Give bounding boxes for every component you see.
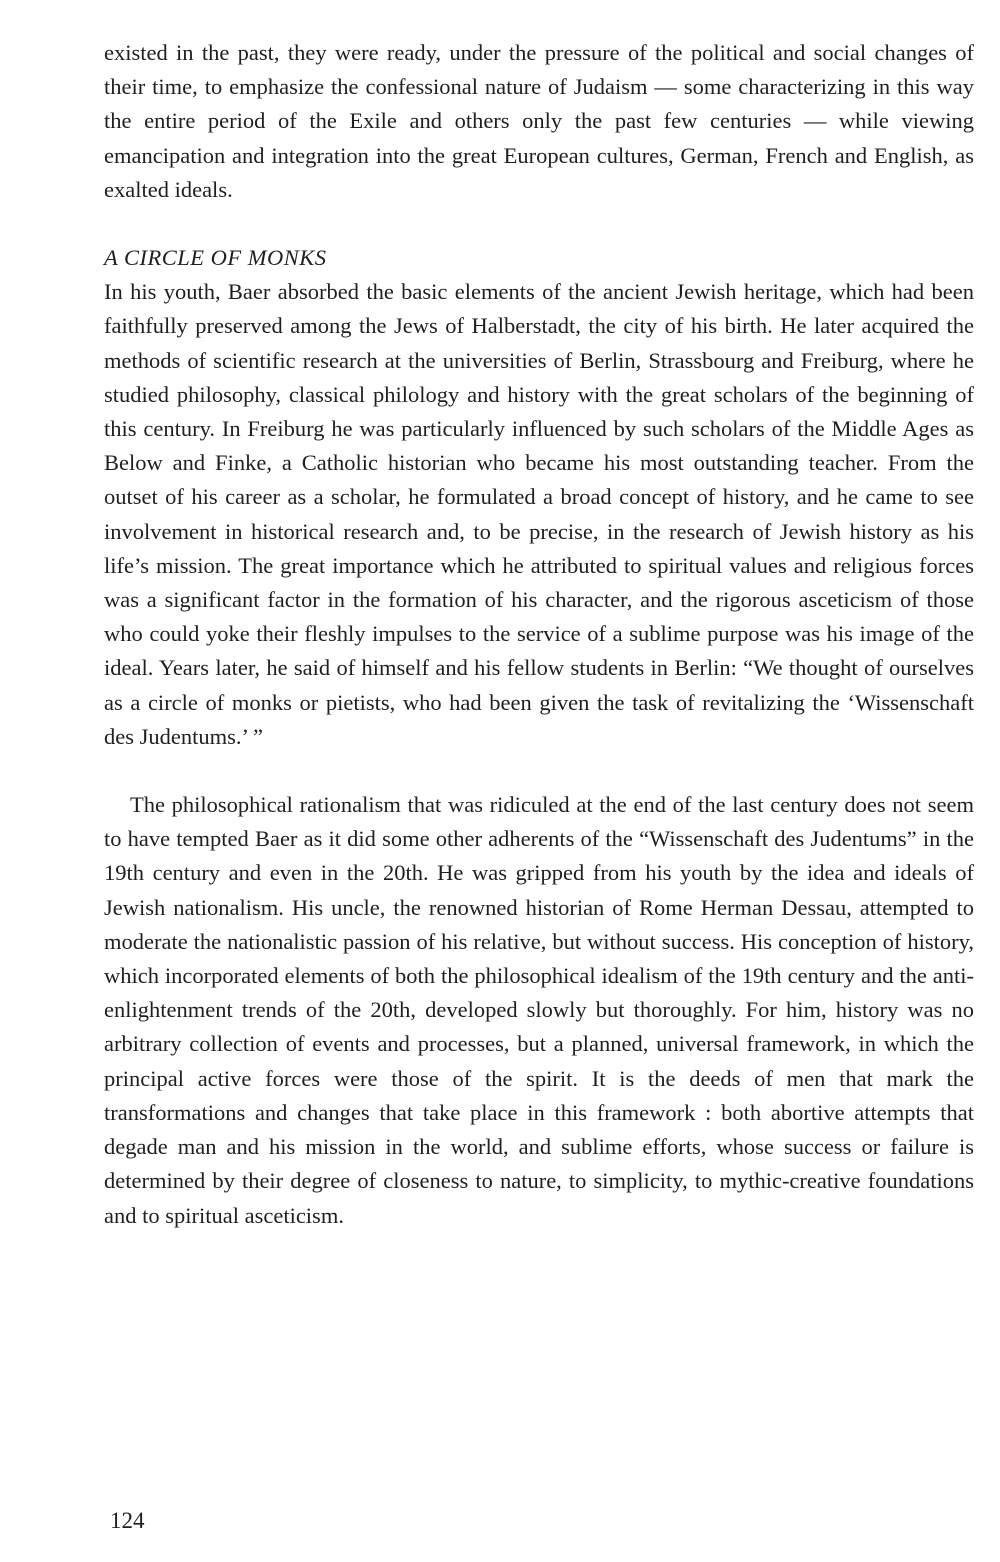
paragraph-continuation: existed in the past, they were ready, under the pressure of the political and social changes of their time, to emphasize the confessional nature of Judaism — some characterizing in this way the entire period of the Exile and others only the past few centuries — while viewing emancipation and integration into the great European cultures, German, French and English, as exalted ideals. [104, 40, 974, 202]
section-heading: A CIRCLE OF MONKS [104, 245, 327, 271]
page-body [104, 36, 974, 1233]
paragraph-philosophical-rationalism: The philosophical rationalism that was ridiculed at the end of the last century does not seem to have tempted Baer as it did some other adherents of the “Wissenschaft des Judentums” in the 19th century and even in the 20th. He was gripped from his youth by the idea and ideals of Jewish nationalism. His uncle, the renowned historian of Rome Herman Dessau, attempted to moderate the nationalistic passion of his relative, but without success. His conception of history, which incorporated elements of both the philosophical idealism of the 19th century and the anti-enlightenment trends of the 20th, developed slowly but thoroughly. For him, history was no arbitrary collection of events and processes, but a planned, universal framework, in which the principal active forces were those of the spirit. It is the deeds of men that mark the transformations and changes that take place in this framework : both abortive attempts that degade man and his mission in the world, and sublime efforts, whose success or failure is determined by their degree of closeness to nature, to simplicity, to mythic-creative foundations and to spiritual asceticism. [104, 792, 974, 1228]
page-number: 124 [110, 1508, 145, 1533]
paragraph-circle-of-monks: In his youth, Baer absorbed the basic elements of the ancient Jewish heritage, which had been faithfully preserved among the Jews of Halberstadt, the city of his birth. He later acquired the methods of scientific research at the universities of Berlin, Strassbourg and Freiburg, where he studied philosophy, classical philology and history with the great scholars of the beginning of this century. In Freiburg he was particularly influenced by such scholars of the Middle Ages as Below and Finke, a Catholic historian who became his most outstanding teacher. From the outset of his career as a scholar, he formulated a broad concept of history, and he came to see involvement in historical research and, to be precise, in the research of Jewish history as his life’s mission. The great importance which he attributed to spiritual values and religious forces was a significant factor in the formation of his character, and the rigorous asceticism of those who could yoke their fleshly impulses to the service of a sublime purpose was his image of the ideal. Years later, he said of himself and his fellow students in Berlin: “We thought of ourselves as a circle of monks or pietists, who had been given the task of revitalizing the ‘Wissenschaft des Judentums.’ ” [104, 279, 974, 749]
